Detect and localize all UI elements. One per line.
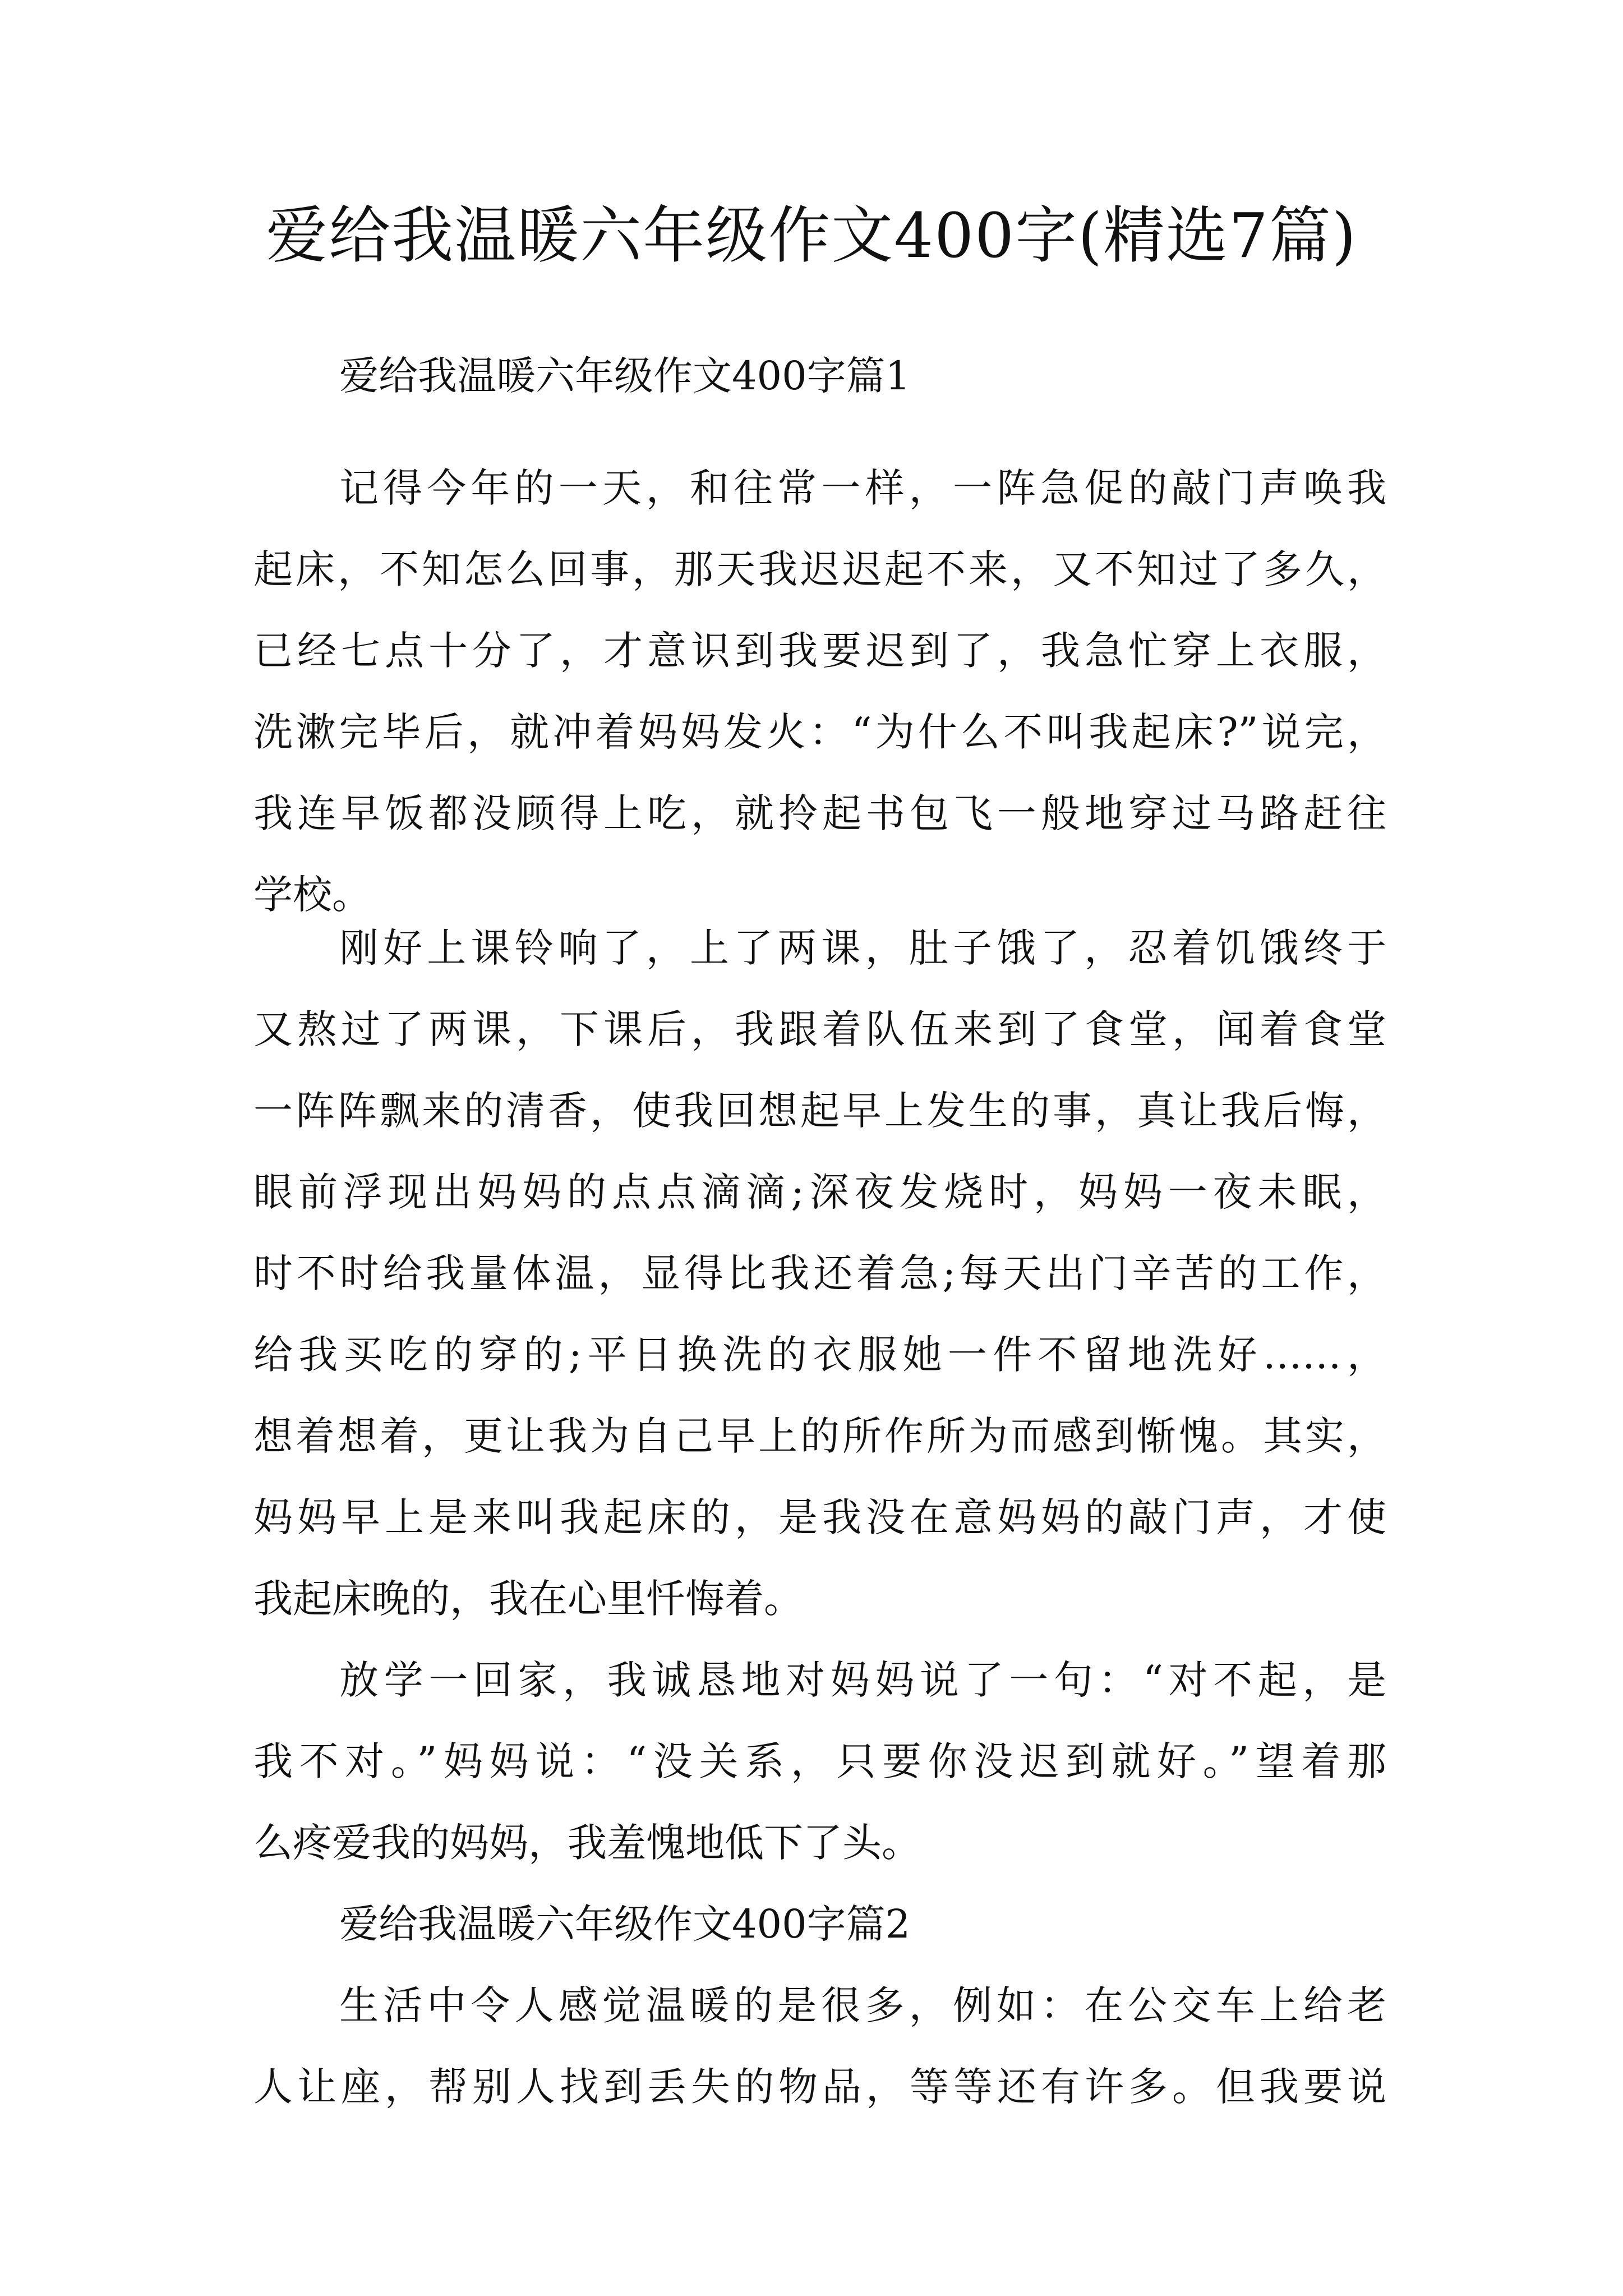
paragraph-line: 起床，不知怎么回事，那天我迟迟起不来，又不知过了多久， — [253, 546, 1386, 592]
section-heading-2: 爱给我温暖六年级作文400字篇2 — [339, 1901, 911, 1947]
paragraph-line: 又熬过了两课，下课后，我跟着队伍来到了食堂，闻着食堂 — [253, 1006, 1386, 1052]
section-heading-1: 爱给我温暖六年级作文400字篇1 — [339, 353, 911, 399]
paragraph-line: 想着想着，更让我为自己早上的所作所为而感到惭愧。其实， — [253, 1413, 1386, 1459]
paragraph-line: 我连早饭都没顾得上吃，就拎起书包飞一般地穿过马路赶往 — [253, 790, 1386, 836]
paragraph-line: 时不时给我量体温，显得比我还着急;每天出门辛苦的工作， — [253, 1250, 1386, 1296]
paragraph-line: 妈妈早上是来叫我起床的，是我没在意妈妈的敲门声，才使 — [253, 1494, 1386, 1540]
paragraph-line: 放学一回家，我诚恳地对妈妈说了一句：“对不起，是 — [339, 1657, 1386, 1703]
document-title: 爱给我温暖六年级作文400字(精选7篇) — [266, 200, 1357, 272]
paragraph-line: 洗漱完毕后，就冲着妈妈发火：“为什么不叫我起床?”说完， — [253, 709, 1386, 755]
paragraph-line: 一阵阵飘来的清香，使我回想起早上发生的事，真让我后悔， — [253, 1088, 1386, 1134]
paragraph-line: 给我买吃的穿的;平日换洗的衣服她一件不留地洗好……， — [253, 1332, 1386, 1378]
paragraph-line: 记得今年的一天，和往常一样，一阵急促的敲门声唤我 — [339, 465, 1386, 511]
paragraph-line: 么疼爱我的妈妈，我羞愧地低下了头。 — [253, 1820, 921, 1866]
paragraph-line: 刚好上课铃响了，上了两课，肚子饿了，忍着饥饿终于 — [339, 925, 1386, 971]
paragraph-line: 人让座，帮别人找到丢失的物品，等等还有许多。但我要说 — [253, 2064, 1386, 2110]
paragraph-line: 我不对。”妈妈说：“没关系，只要你没迟到就好。”望着那 — [253, 1738, 1386, 1784]
paragraph-line: 眼前浮现出妈妈的点点滴滴;深夜发烧时，妈妈一夜未眠， — [253, 1169, 1386, 1215]
paragraph-line: 已经七点十分了，才意识到我要迟到了，我急忙穿上衣服， — [253, 628, 1386, 674]
paragraph-line: 学校。 — [253, 872, 371, 918]
paragraph-line: 生活中令人感觉温暖的是很多，例如：在公交车上给老 — [339, 1982, 1386, 2028]
paragraph-line: 我起床晚的，我在心里忏悔着。 — [253, 1576, 803, 1622]
